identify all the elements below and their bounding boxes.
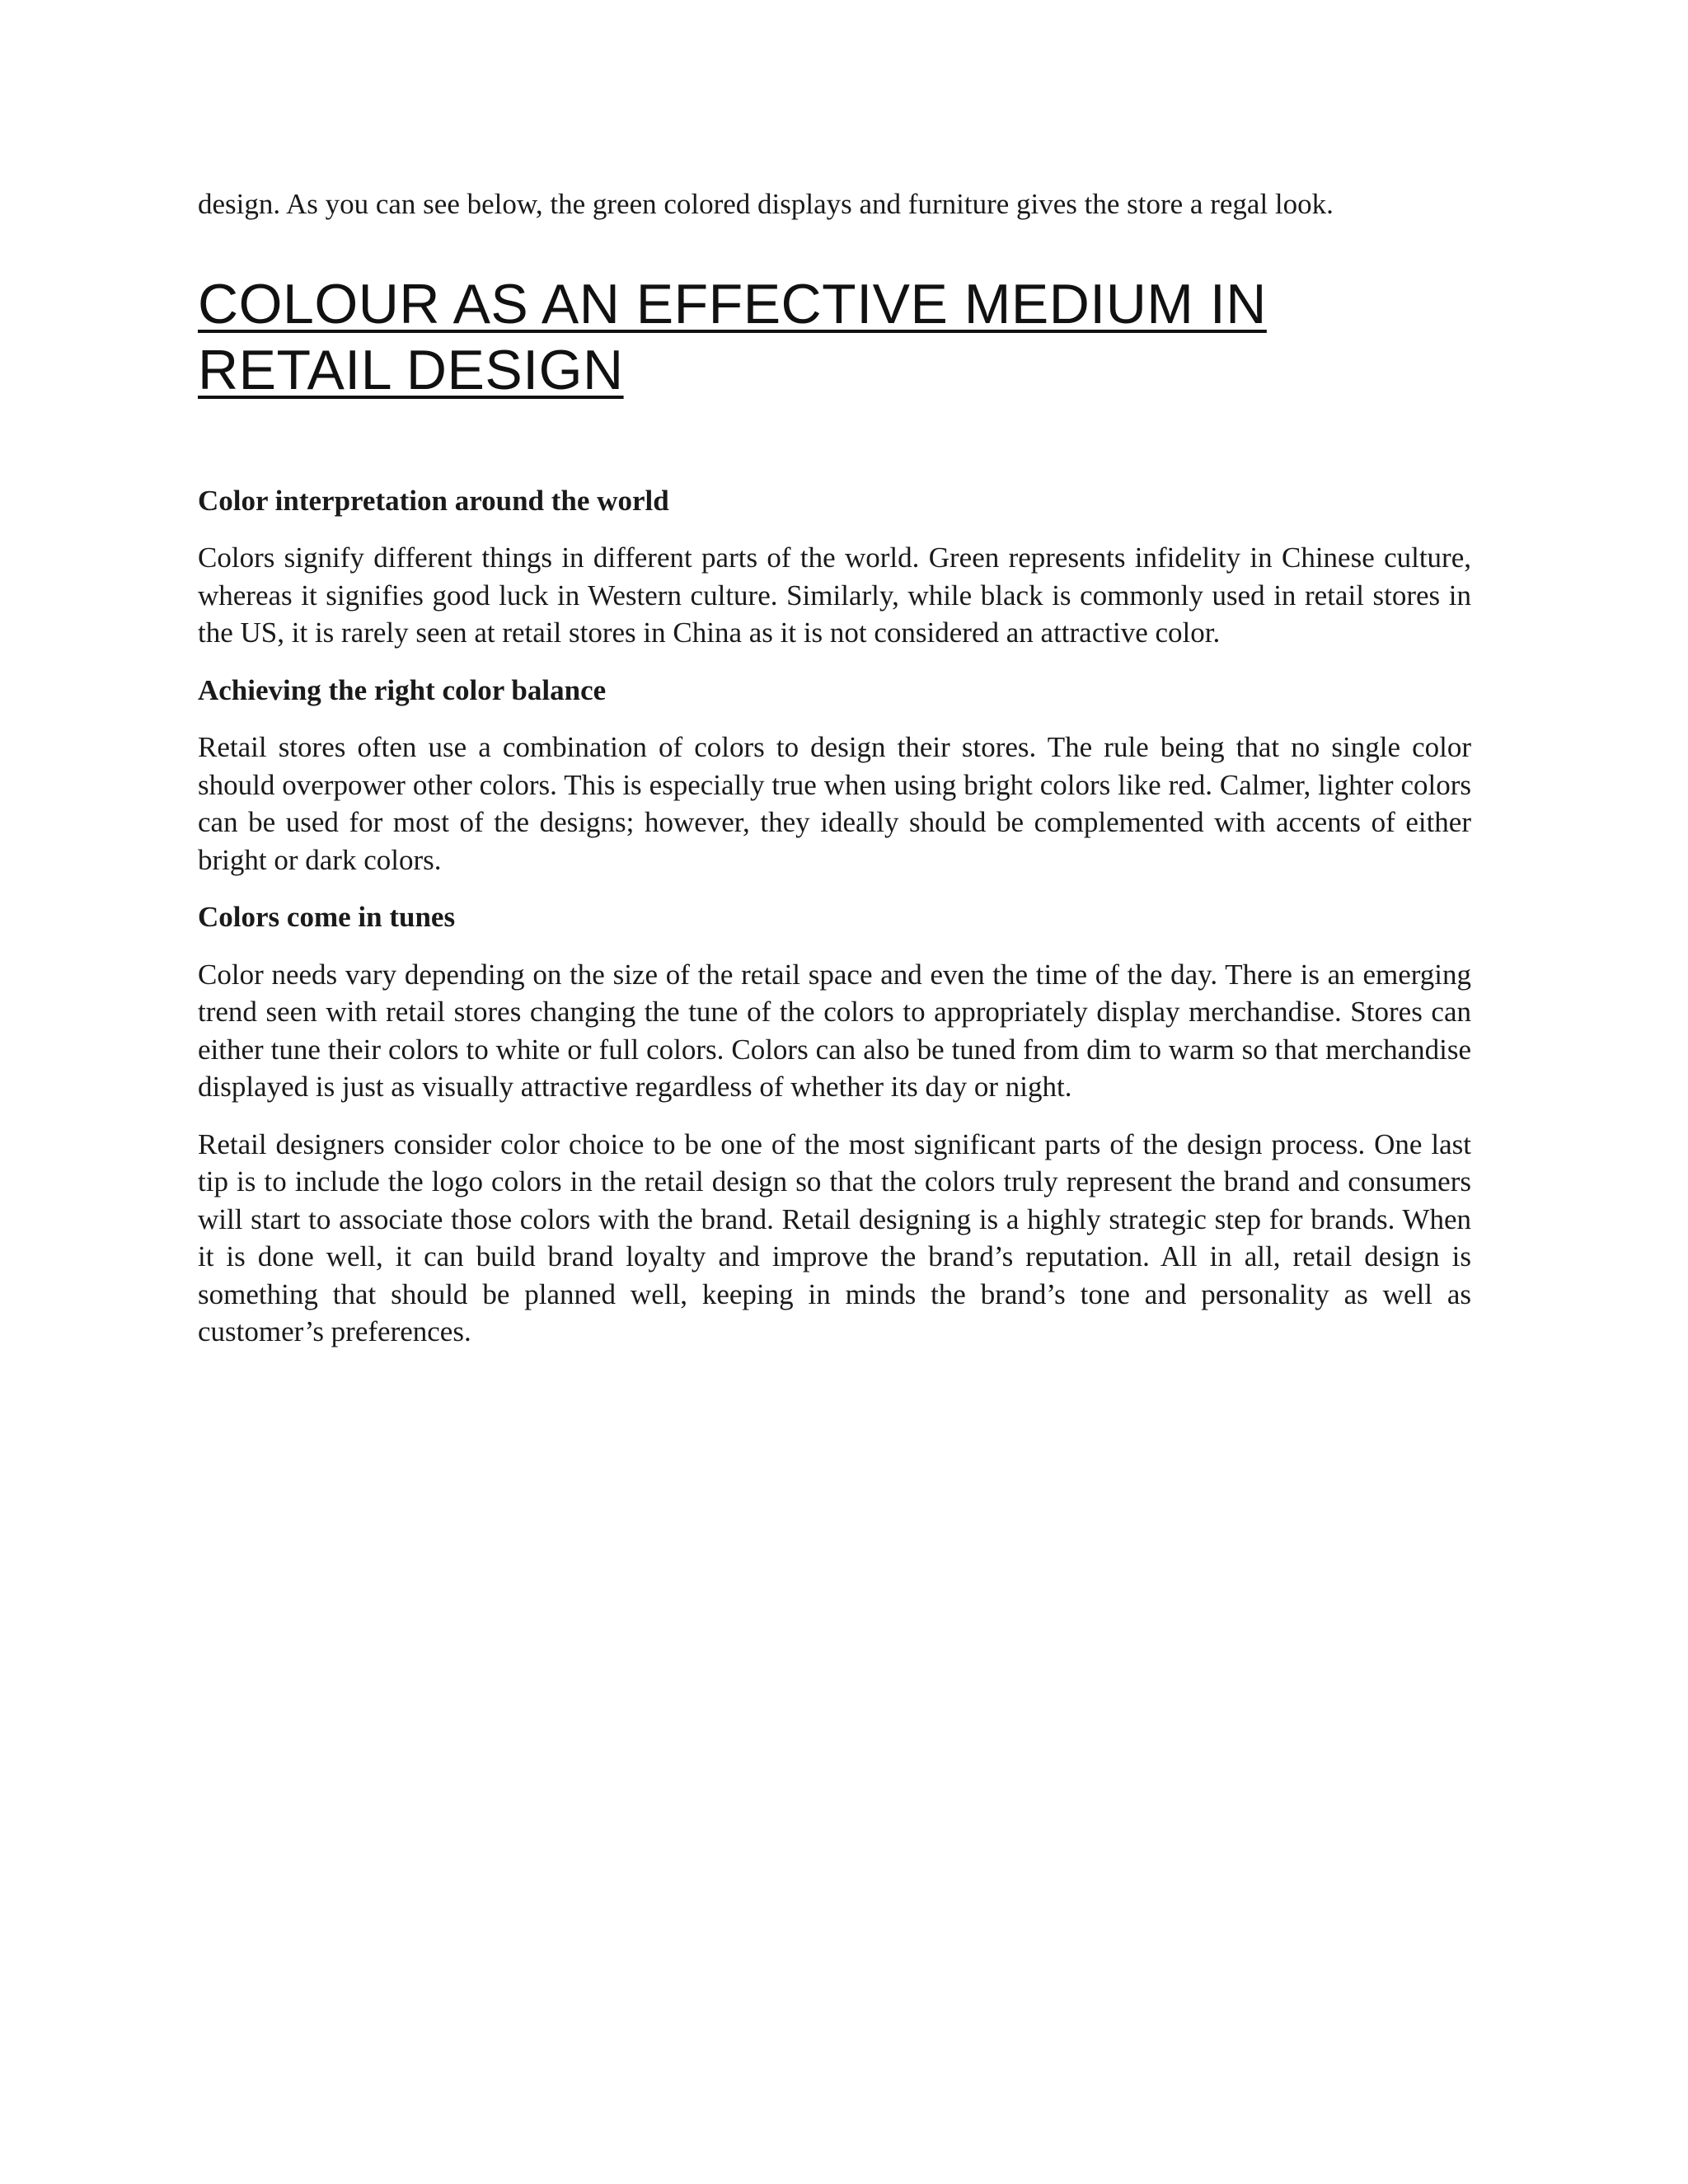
subheading-color-interpretation: Color interpretation around the world [198, 484, 669, 517]
paragraph-color-balance: Retail stores often use a combination of colors to design their stores. The rule being that no single color should overpower other colors. This is especially true when using bright colors like red. Calmer, lighter colors can be used for most of the designs; however, they ideally should be complemented with accents of either bright or dark colors. [198, 731, 1471, 876]
section-color-interpretation [198, 482, 1471, 652]
subheading-color-balance: Achieving the right color balance [198, 673, 607, 706]
page-content [198, 185, 1471, 1371]
section-color-balance [198, 672, 1471, 879]
subheading-color-tunes: Colors come in tunes [198, 901, 456, 933]
paragraph-conclusion: Retail designers consider color choice to be one of the most significant parts of the design process. One last tip is to include the logo colors in the retail design so that the colors truly represent the brand and consumers will start to associate those colors with the brand. Retail designing is a highly strategic step for brands. When it is done well, it can build brand loyalty and improve the brand’s reputation. All in all, retail design is something that should be planned well, keeping in minds the brand’s tone and personality as well as customer’s preferences. [198, 1127, 1471, 1347]
section-color-tunes [198, 898, 1471, 1351]
heading-spacer [198, 403, 1471, 482]
section-heading: COLOUR AS AN EFFECTIVE MEDIUM IN RETAIL DESIGN [198, 272, 1267, 401]
paragraph-color-interpretation: Colors signify different things in different parts of the world. Green represents infidelity in Chinese culture, whereas it signifies good luck in Western culture. Similarly, while black is commonly used in retail stores in the US, it is rarely seen at retail stores in China as it is not considered an attractive color. [198, 541, 1471, 649]
paragraph-color-tunes: Color needs vary depending on the size of the retail space and even the time of the day. There is an emerging trend seen with retail stores changing the tune of the colors to appropriately display merchandise. Stores can either tune their colors to white or full colors. Colors can also be tuned from dim to warm so that merchandise displayed is just as visually attractive regardless of whether its day or night. [198, 958, 1471, 1103]
intro-paragraph: design. As you can see below, the green colored displays and furniture gives the store a regal look. [198, 188, 1334, 220]
